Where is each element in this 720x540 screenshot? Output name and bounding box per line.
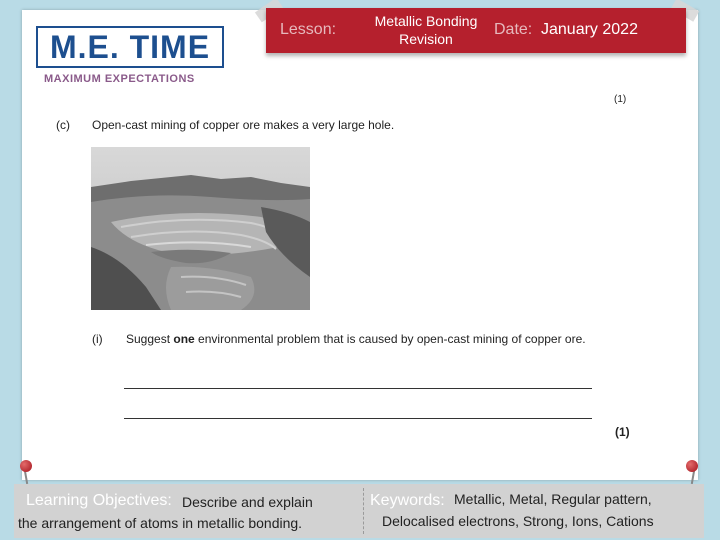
keywords-label: Keywords: bbox=[370, 492, 445, 509]
question-part-label: (c) bbox=[56, 118, 70, 132]
open-cast-mine-photo bbox=[91, 147, 310, 310]
footer-divider bbox=[363, 488, 364, 534]
question-stem: Open-cast mining of copper ore makes a very large hole. bbox=[92, 118, 395, 132]
pin-left-icon bbox=[20, 460, 32, 472]
lesson-label: Lesson: bbox=[280, 21, 337, 38]
sub-question-number: (i) bbox=[92, 332, 103, 346]
objectives-label: Learning Objectives: bbox=[26, 492, 172, 509]
date-label: Date: bbox=[494, 21, 533, 38]
sub-question-prefix: Suggest bbox=[126, 332, 174, 346]
previous-mark: (1) bbox=[614, 94, 627, 105]
objectives-bar bbox=[14, 484, 704, 538]
me-time-logo bbox=[36, 26, 226, 86]
question-mark: (1) bbox=[615, 425, 630, 439]
keywords-line-2: Delocalised electrons, Strong, Ions, Cations bbox=[382, 513, 654, 529]
sub-question-emphasis: one bbox=[173, 332, 195, 346]
lesson-date: January 2022 bbox=[541, 21, 638, 38]
pin-right-icon bbox=[686, 460, 698, 472]
lesson-banner bbox=[266, 8, 686, 53]
sub-question-suffix: environmental problem that is caused by open-cast mining of copper ore. bbox=[194, 332, 586, 346]
objectives-line-2: the arrangement of atoms in metallic bonding. bbox=[18, 515, 303, 531]
answer-line[interactable] bbox=[124, 388, 592, 389]
logo-tagline: MAXIMUM EXPECTATIONS bbox=[44, 73, 195, 85]
keywords-line-1: Metallic, Metal, Regular pattern, bbox=[454, 491, 652, 507]
lesson-title: Metallic Bonding Revision bbox=[374, 13, 478, 47]
logo-brand: M.E. TIME bbox=[36, 26, 224, 68]
objectives-line-1: Describe and explain bbox=[182, 494, 313, 510]
sub-question-text bbox=[126, 332, 586, 346]
answer-line[interactable] bbox=[124, 418, 592, 419]
